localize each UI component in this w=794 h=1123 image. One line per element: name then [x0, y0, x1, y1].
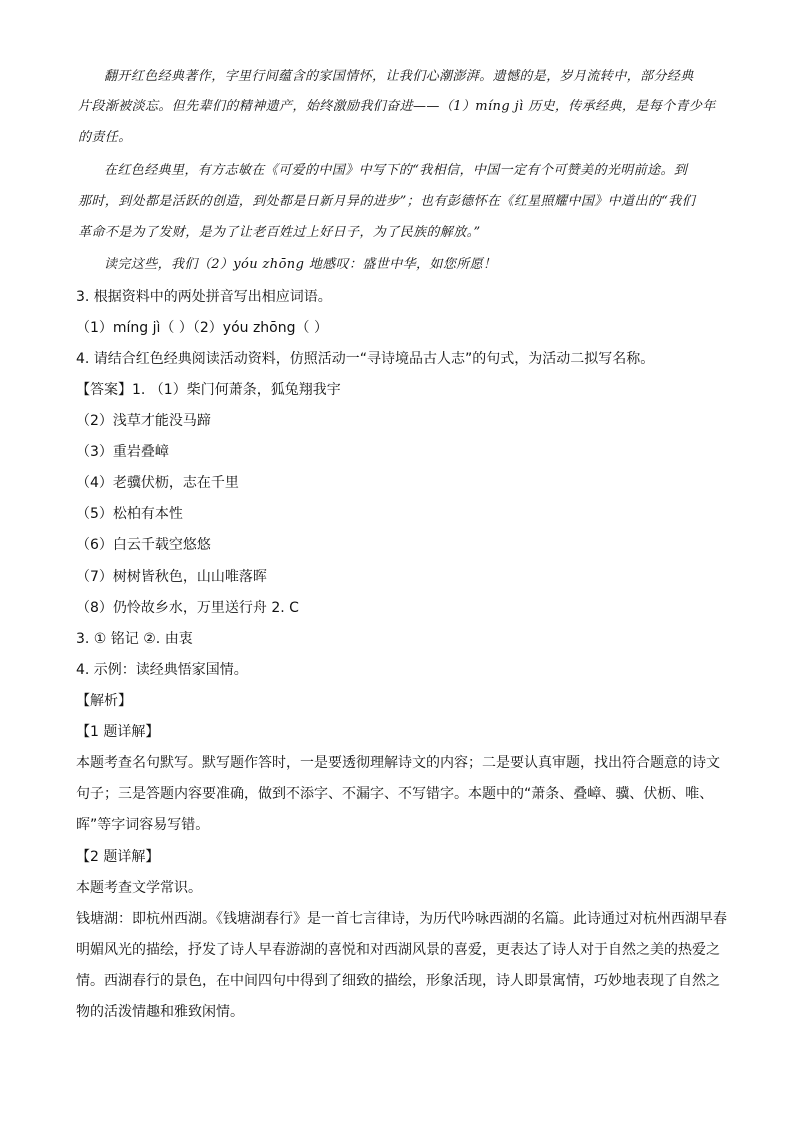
question-3-blanks: （1）míng jì（ ）（2）yóu zhōng（ ）: [76, 320, 328, 336]
passage-paragraph-1-line-1: 翻开红色经典著作，字里行间蕴含的家国情怀，让我们心潮澎湃。遗憾的是，岁月流转中，部分经典: [104, 69, 694, 84]
answer-1-item-6: （6）白云千载空悠悠: [76, 537, 211, 553]
analysis-section-1-title: 【1 题详解】: [76, 724, 160, 740]
answer-1-item-4: （4）老骥伏枥，志在千里: [76, 475, 239, 491]
answer-1-item-1: 【答案】1. （1）柴门何萧条，狐兔翔我宇: [76, 382, 341, 398]
passage-paragraph-2-line-1: 在红色经典里，有方志敏在《可爱的中国》中写下的“我相信，中国一定有个可赞美的光明前途。到: [104, 163, 688, 178]
question-3: 3. 根据资料中的两处拼音写出相应词语。: [76, 289, 332, 305]
analysis-section-2-line-1: 本题考查文学常识。: [76, 880, 202, 896]
analysis-section-2-line-2: 钱塘湖：即杭州西湖。《钱塘湖春行》是一首七言律诗，为历代吟咏西湖的名篇。此诗通过对杭州西湖早春: [76, 911, 727, 927]
passage-paragraph-1-line-2: 片段渐被淡忘。但先辈们的精神遗产，始终激励我们奋进——（1）míng jì 历史，传承经典，是每个青少年: [78, 99, 716, 114]
answer-1-item-2: （2）浅草才能没马蹄: [76, 413, 211, 429]
answer-1-item-3: （3）重岩叠嶂: [76, 444, 169, 460]
analysis-section-1-line-2: 句子；三是答题内容要准确，做到不添字、不漏字、不写错字。本题中的“萧条、叠嶂、骥、伏枥、唯、: [76, 786, 714, 802]
analysis-section-2-line-4: 情。西湖春行的景色，在中间四句中得到了细致的描绘，形象活现，诗人即景寓情，巧妙地表现了自然之: [76, 973, 720, 989]
question-4: 4. 请结合红色经典阅读活动资料，仿照活动一“寻诗境品古人志”的句式，为活动二拟写名称。: [76, 351, 655, 367]
analysis-section-2-line-3: 明媚风光的描绘，抒发了诗人早春游湖的喜悦和对西湖风景的喜爱，更表达了诗人对于自然之美的热爱之: [76, 942, 720, 958]
passage-paragraph-1-line-3: 的责任。: [78, 130, 132, 145]
passage-paragraph-3-line-1: 读完这些，我们（2）yóu zhōng 地感叹：盛世中华，如您所愿！: [104, 257, 497, 272]
answer-1-item-7: （7）树树皆秋色，山山唯落晖: [76, 569, 267, 585]
analysis-section-1-line-3: 晖”等字词容易写错。: [76, 817, 210, 833]
analysis-section-1-line-1: 本题考查名句默写。默写题作答时，一是要透彻理解诗文的内容；二是要认真审题，找出符合题意的诗文: [76, 755, 720, 771]
answer-3: 3. ① 铭记 ②. 由衷: [76, 631, 193, 647]
answer-1-item-5: （5）松柏有本性: [76, 506, 183, 522]
analysis-section-2-line-5: 物的活泼情趣和雅致闲情。: [76, 1004, 244, 1020]
passage-paragraph-2-line-3: 革命不是为了发财，是为了让老百姓过上好日子，为了民族的解放。”: [78, 225, 481, 240]
passage-paragraph-2-line-2: 那时，到处都是活跃的创造，到处都是日新月异的进步”；也有彭德怀在《红星照耀中国》中道出的“我们: [78, 194, 696, 209]
analysis-heading: 【解析】: [76, 693, 132, 709]
analysis-section-2-title: 【2 题详解】: [76, 849, 160, 865]
answer-1-item-8: （8）仍怜故乡水，万里送行舟 2. C: [76, 600, 299, 616]
answer-4: 4. 示例：读经典悟家国情。: [76, 662, 248, 678]
